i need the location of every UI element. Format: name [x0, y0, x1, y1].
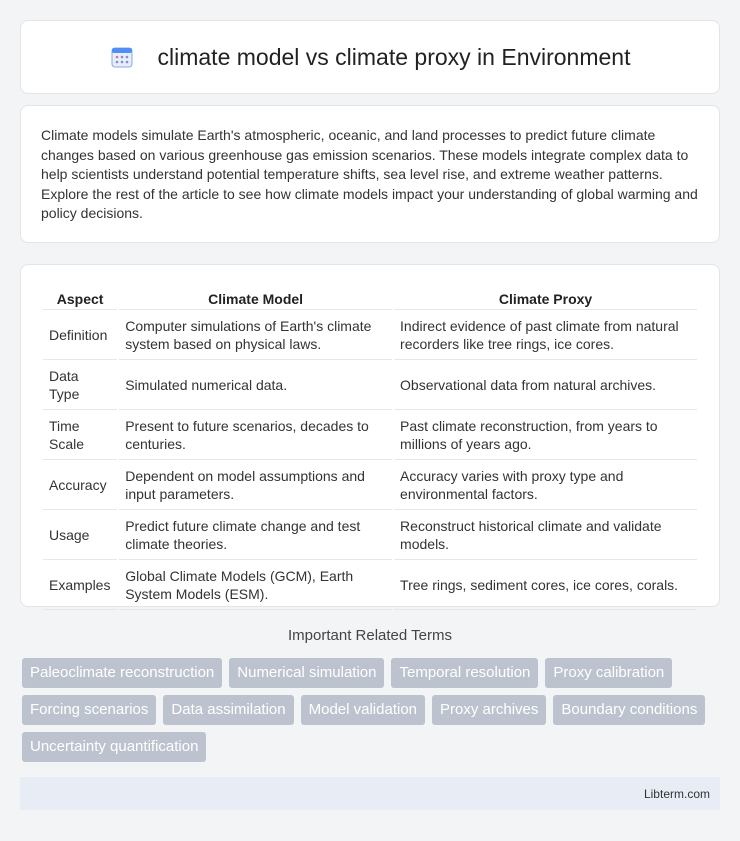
- header-aspect: Aspect: [43, 287, 117, 310]
- table-header-row: [43, 287, 697, 310]
- row-model: Computer simulations of Earth's climate system based on physical laws.: [119, 312, 392, 360]
- table-row: [43, 562, 697, 610]
- row-proxy: Observational data from natural archives.: [394, 362, 697, 410]
- related-terms-list: [22, 658, 722, 762]
- row-model: Global Climate Models (GCM), Earth System Models (ESM).: [119, 562, 392, 610]
- row-proxy: Tree rings, sediment cores, ice cores, corals.: [394, 562, 697, 610]
- term-tag[interactable]: Proxy archives: [432, 695, 546, 725]
- row-aspect: Data Type: [43, 362, 117, 410]
- term-tag[interactable]: Data assimilation: [163, 695, 293, 725]
- term-tag[interactable]: Proxy calibration: [545, 658, 672, 688]
- term-tag[interactable]: Numerical simulation: [229, 658, 384, 688]
- header-climate-proxy: Climate Proxy: [394, 287, 697, 310]
- row-model: Predict future climate change and test climate theories.: [119, 512, 392, 560]
- related-terms-title: Important Related Terms: [288, 627, 452, 644]
- header-climate-model: Climate Model: [119, 287, 392, 310]
- calendar-icon: [110, 45, 134, 69]
- intro-card: [20, 105, 720, 243]
- term-tag[interactable]: Boundary conditions: [553, 695, 705, 725]
- intro-paragraph: Climate models simulate Earth's atmospheric, oceanic, and land processes to predict future climate changes based on various greenhouse gas emission scenarios. These models integrate complex data to help scientists understand potential temperature shifts, sea level rise, and extreme weather patterns. Explore the rest of the article to see how climate models impact your understanding of global warming and policy decisions.: [41, 127, 698, 222]
- row-aspect: Examples: [43, 562, 117, 610]
- comparison-table-card: [20, 264, 720, 607]
- footer-site-link[interactable]: Libterm.com: [643, 786, 710, 801]
- row-aspect: Usage: [43, 512, 117, 560]
- row-aspect: Time Scale: [43, 412, 117, 460]
- row-aspect: Definition: [43, 312, 117, 360]
- table-row: [43, 362, 697, 410]
- comparison-table: [41, 285, 699, 612]
- term-tag[interactable]: Model validation: [301, 695, 425, 725]
- footer: [20, 777, 720, 810]
- row-model: Present to future scenarios, decades to centuries.: [119, 412, 392, 460]
- table-row: [43, 312, 697, 360]
- term-tag[interactable]: Paleoclimate reconstruction: [22, 658, 222, 688]
- table-row: [43, 462, 697, 510]
- row-model: Simulated numerical data.: [119, 362, 392, 410]
- page-title: climate model vs climate proxy in Environment: [157, 43, 631, 70]
- row-proxy: Accuracy varies with proxy type and environmental factors.: [394, 462, 697, 510]
- term-tag[interactable]: Uncertainty quantification: [22, 732, 206, 762]
- term-tag[interactable]: Temporal resolution: [391, 658, 538, 688]
- title-card: [20, 20, 720, 94]
- table-row: [43, 512, 697, 560]
- row-proxy: Indirect evidence of past climate from natural recorders like tree rings, ice cores.: [394, 312, 697, 360]
- row-proxy: Reconstruct historical climate and validate models.: [394, 512, 697, 560]
- table-row: [43, 412, 697, 460]
- row-model: Dependent on model assumptions and input parameters.: [119, 462, 392, 510]
- row-proxy: Past climate reconstruction, from years to millions of years ago.: [394, 412, 697, 460]
- term-tag[interactable]: Forcing scenarios: [22, 695, 156, 725]
- row-aspect: Accuracy: [43, 462, 117, 510]
